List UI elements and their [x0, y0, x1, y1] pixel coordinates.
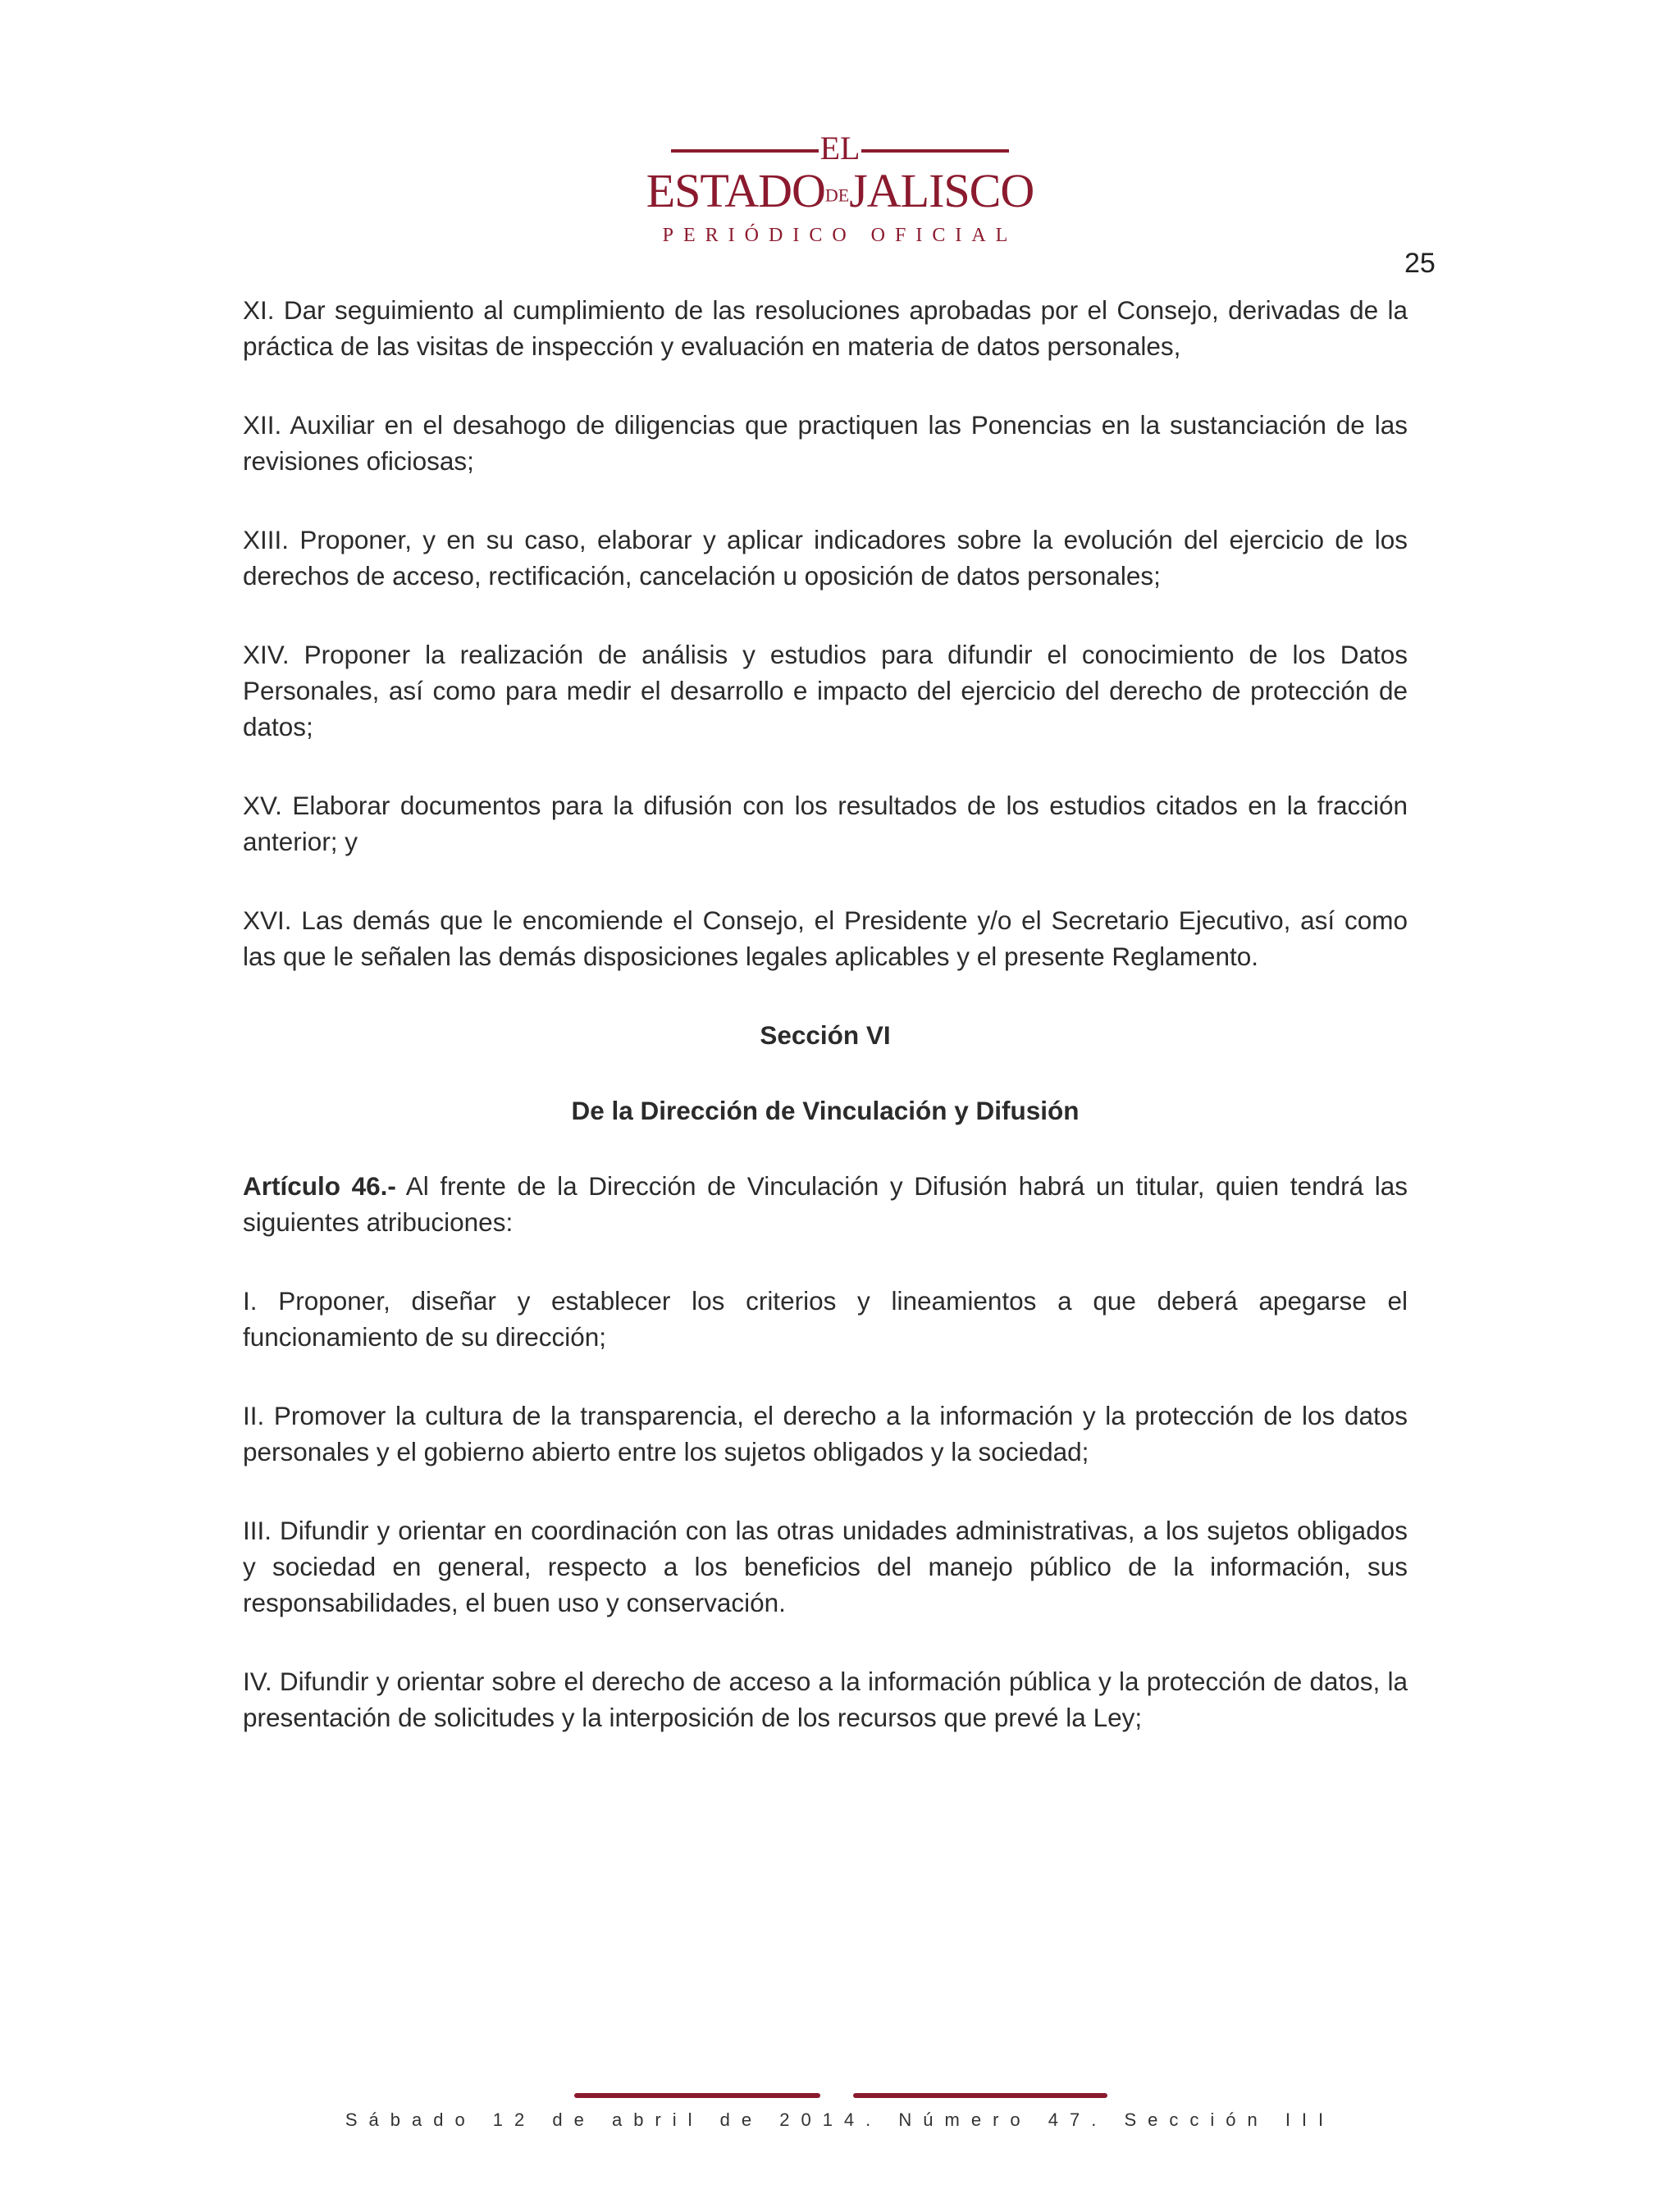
masthead-rule-right [861, 149, 1009, 153]
item-ii: II. Promover la cultura de la transparencia, el derecho a la información y la protección de los datos personales y el gobierno abierto entre los sujetos obligados y la sociedad; [243, 1401, 1408, 1466]
item-i: I. Proponer, diseñar y establecer los criterios y lineamientos a que deberá apegarse el funcionamiento de su dirección; [243, 1286, 1408, 1352]
fraction-xiii: XIII. Proponer, y en su caso, elaborar y aplicar indicadores sobre la evolución del ejercicio de los derechos de acceso, rectificación, cancelación u oposición de datos personales; [243, 525, 1408, 591]
masthead-jalisco: JALISCO [849, 164, 1034, 217]
footer-rule-right [853, 2093, 1107, 2098]
masthead-subtitle: PERIÓDICO OFICIAL [662, 224, 1018, 246]
page-number: 25 [1404, 248, 1436, 279]
fraction-xii: XII. Auxiliar en el desahogo de diligencias que practiquen las Ponencias en la sustanciación de las revisiones oficiosas; [243, 410, 1408, 476]
section-title: Sección VI [760, 1020, 891, 1050]
article-46 [243, 1168, 1408, 1240]
footer-rule-left [574, 2093, 820, 2098]
article-label: Artículo 46.- [243, 1171, 396, 1201]
masthead-rule-left [671, 149, 819, 153]
item-iii: III. Difundir y orientar en coordinación con las otras unidades administrativas, a los sujetos obligados y sociedad en general, respecto a los beneficios del manejo público de la información, sus responsabilidades, el buen uso y conservación. [243, 1516, 1408, 1617]
fraction-xvi: XVI. Las demás que le encomiende el Consejo, el Presidente y/o el Secretario Ejecutivo, así como las que le señalen las demás disposiciones legales aplicables y el presente Reglamento. [243, 905, 1408, 971]
article-text: Al frente de la Dirección de Vinculación y Difusión habrá un titular, quien tendrá las siguientes atribuciones: [243, 1171, 1408, 1237]
document-body [243, 292, 1408, 1778]
fraction-xv: XV. Elaborar documentos para la difusión con los resultados de los estudios citados en la fracción anterior; y [243, 791, 1408, 856]
footer-divider [574, 2090, 1107, 2100]
section-subtitle: De la Dirección de Vinculación y Difusión [571, 1096, 1080, 1125]
item-iv: IV. Difundir y orientar sobre el derecho de acceso a la información pública y la protección de datos, la presentación de solicitudes y la interposición de los recursos que prevé la Ley; [243, 1667, 1408, 1732]
masthead-de: DE [824, 185, 850, 206]
fraction-xi: XI. Dar seguimiento al cumplimiento de las resoluciones aprobadas por el Consejo, derivadas de la práctica de las visitas de inspección y evaluación en materia de datos personales, [243, 295, 1408, 361]
masthead-logo [0, 131, 1680, 247]
masthead-estado: ESTADO [646, 164, 825, 217]
fraction-xiv: XIV. Proponer la realización de análisis y estudios para difundir el conocimiento de los Datos Personales, así como para medir el desarrollo e impacto del ejercicio del derecho de protección de datos; [243, 640, 1408, 741]
footer-date-line: Sábado 12 de abril de 2014. Número 47. Sección III [345, 2109, 1335, 2130]
masthead-title [0, 166, 1680, 221]
masthead-el: EL [819, 130, 861, 166]
